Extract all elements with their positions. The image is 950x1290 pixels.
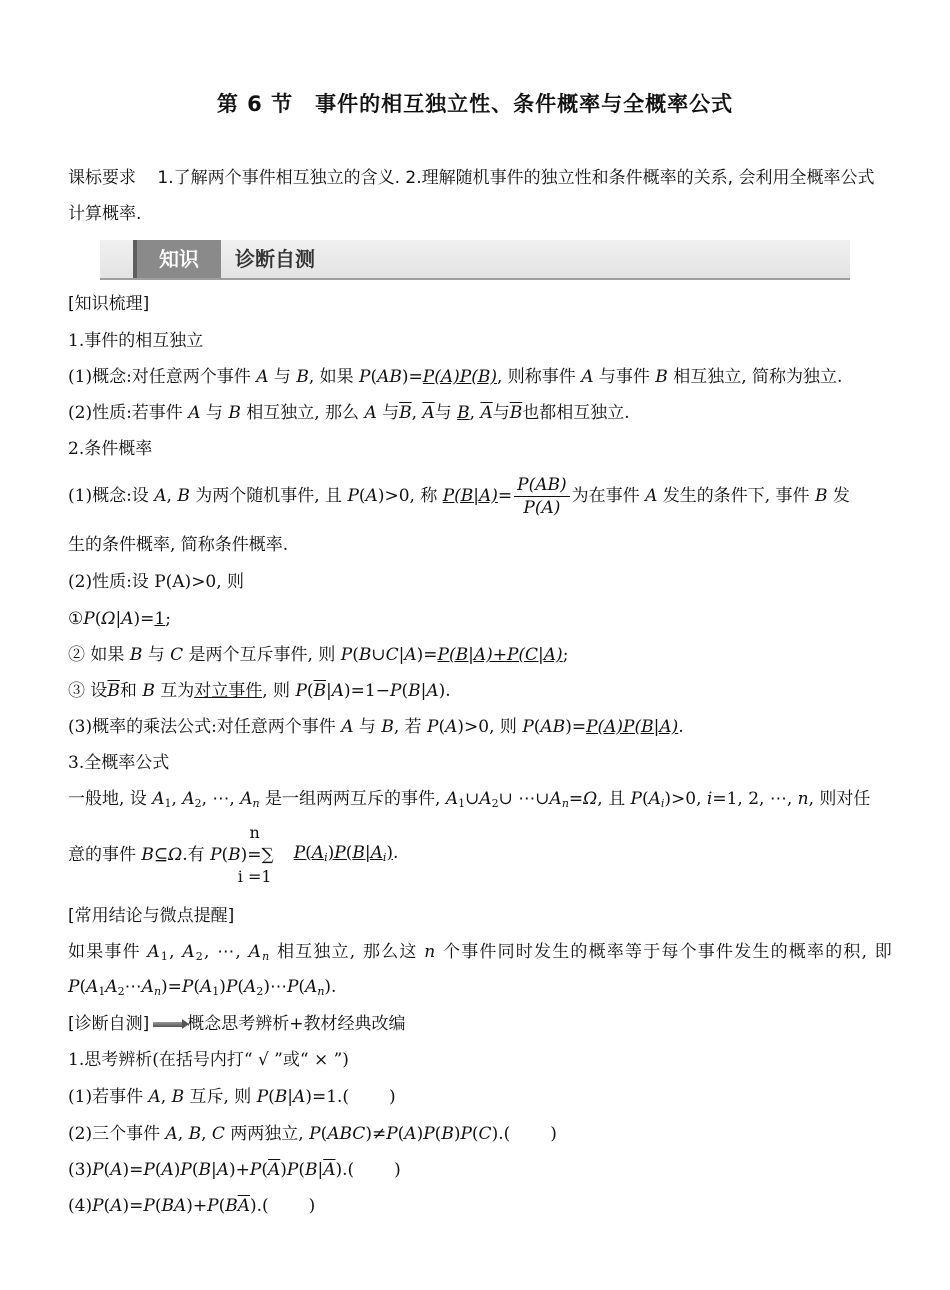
summation-limits: n i =1 (237, 823, 272, 886)
requirement-label: 课标要求 (68, 168, 136, 188)
exercise-item-2: (2)三个事件 A, B, C 两两独立, P(ABC)≠P(A)P(B)P(C).( ) (68, 1124, 557, 1144)
banner-heading: 诊断自测 (235, 247, 315, 271)
independence-property: (2)性质:若事件 A 与 B 相互独立, 那么 A 与$\overline{B}$, $\overline{A}$与 B, $\overline{A}$与$\overline{B}$也都相互独立. (68, 403, 630, 423)
conditional-concept: (1)概念:设 A, B 为两个随机事件, 且 P(A)>0, 称 P(B|A)= $\frac{P(AB)}{P(A)}$ 为在事件 A 发生的条件下, 事件 B 发 (68, 475, 850, 518)
property-3-answer: 对立事件 (194, 681, 263, 701)
exercise-item-3: $(3)P(A)=P(A)P(B|A)+P(\overline{A})P(B|\overline{A})$.( ) (68, 1160, 401, 1180)
diagnosis-section (68, 1012, 406, 1036)
total-probability-heading: 3.全概率公式 (68, 753, 170, 773)
property-item-2: ② 如果 B 与 C 是两个互斥事件, 则 P(B∪C|A)=P(B|A)+P(C|A); (68, 645, 569, 665)
section-banner (100, 240, 850, 280)
requirement-text: 1.了解两个事件相互独立的含义. 2.理解随机事件的独立性和条件概率的关系, 会利用全概率公式计算概率. (68, 168, 875, 224)
conditional-answer: P(B|A) (442, 486, 498, 506)
exercise-heading: 1.思考辨析(在括号内打“ √ ”或“ × ”) (68, 1050, 349, 1070)
conditional-fraction: $\frac{P(AB)}{P(A)}$ (514, 474, 569, 519)
total-probability-line1: 一般地, 设 $A_1$, $A_2$, ⋯, $A_n$ 是一组两两互斥的事件, $A_1\cup A_2\cup$ $\cdots\cup A_n=\Omega$, 且 $P(A_i)>0$, i=1, 2, ⋯, n, 则对任 (68, 789, 871, 810)
exercise-item-1: (1)若事件 A, B 互斥, 则 P(B|A)=1.( ) (68, 1087, 396, 1107)
diagnosis-tag: 概念思考辨析+教材经典改编 (187, 1014, 406, 1034)
multiplication-answer: P(A)P(B|A) (586, 717, 679, 737)
independence-answer: P(A)P(B) (422, 367, 497, 387)
property-1-answer: 1 (154, 609, 166, 629)
conditional-concept-line2: 生的条件概率, 简称条件概率. (68, 535, 289, 555)
total-probability-line2: 意的事件 B⊆Ω.有 P(B)=∑ n i =1 $P(A_i)P(B|A_i)$. (68, 823, 399, 886)
arrow-icon (153, 1022, 183, 1027)
diagnosis-label: [诊断自测] (68, 1014, 150, 1034)
conditional-property-heading: (2)性质:设 P(A)>0, 则 (68, 572, 245, 592)
banner-tab: 知识 (133, 240, 221, 278)
property-item-1: ①P(Ω|A)=1; (68, 609, 171, 629)
property-item-3: ③ 设$\overline{B}$和 B 互为对立事件, 则 $P(\overline{B}|A)=1-P(B|A)$. (68, 681, 451, 701)
independence-concept: (1)概念:对任意两个事件 A 与 B, 如果 P(AB)=P(A)P(B), 则称事件 A 与事件 B 相互独立, 简称为独立. (68, 367, 843, 387)
conclusion-section-label: [常用结论与微点提醒] (68, 906, 235, 926)
course-requirement (68, 160, 888, 232)
exercise-item-4: $(4)P(A)=P(BA)+P(B\overline{A})$.( ) (68, 1196, 316, 1216)
property-2-answer: P(B|A)+P(C|A) (437, 645, 563, 665)
conclusion-line2: $P(A_1A_2\cdots A_n)=P(A_1)P(A_2)\cdots P(A_n)$. (68, 977, 337, 998)
conclusion-line1: 如果事件 $A_1$, $A_2$, ⋯, $A_n$ 相互独立, 那么这 n 个事件同时发生的概率等于每个事件发生的概率的积, 即 (68, 942, 894, 963)
knowledge-section-label: [知识梳理] (68, 294, 150, 314)
page-title: 第 6 节 事件的相互独立性、条件概率与全概率公式 (216, 92, 734, 116)
independence-heading: 1.事件的相互独立 (68, 331, 204, 351)
multiplication-formula: (3)概率的乘法公式:对任意两个事件 A 与 B, 若 P(A)>0, 则 P(AB)=P(A)P(B|A). (68, 717, 684, 737)
conditional-heading: 2.条件概率 (68, 439, 153, 459)
